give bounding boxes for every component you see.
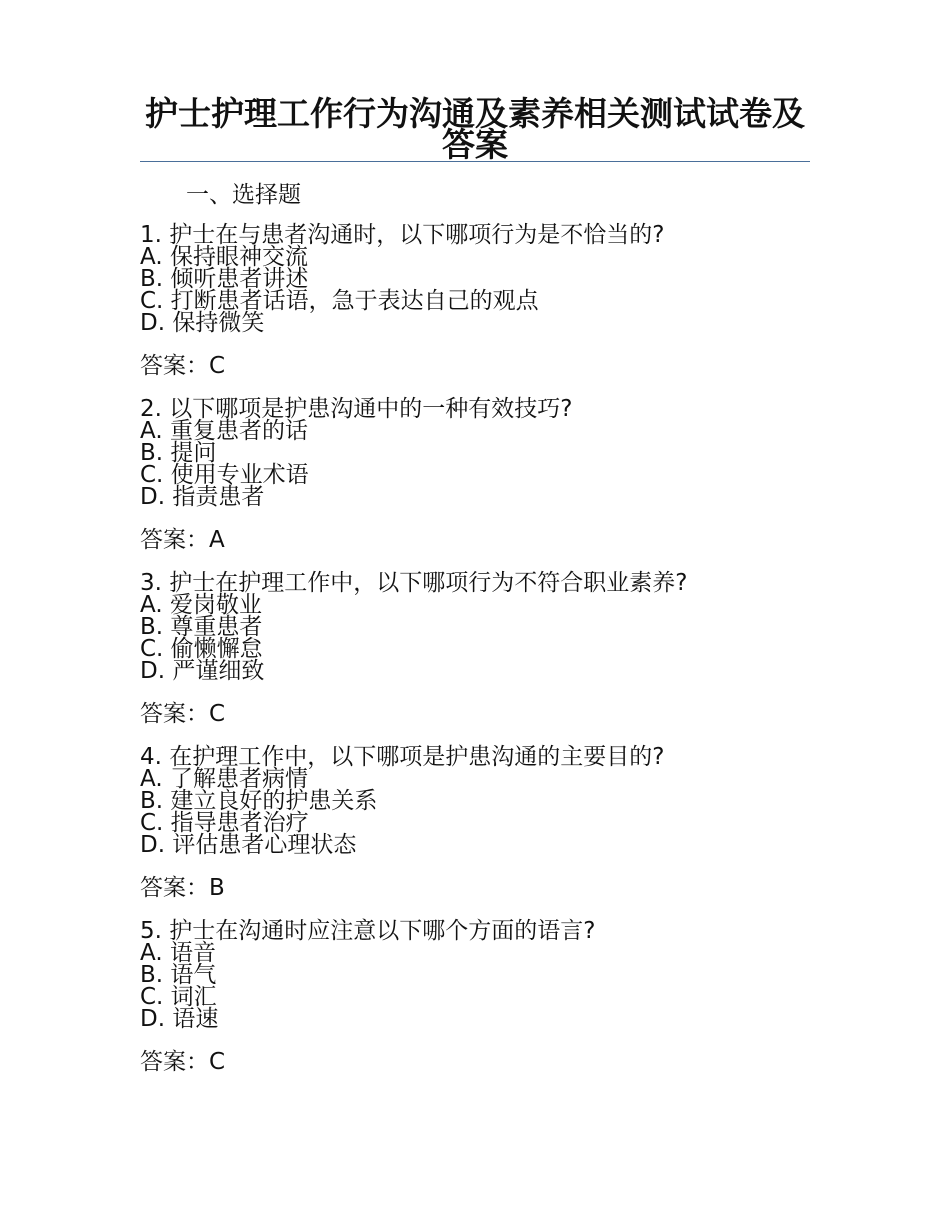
answer-value: C <box>209 353 226 379</box>
answer-line <box>140 351 840 381</box>
option-d: D. 评估患者心理状态 <box>140 832 357 858</box>
option-d: D. 保持微笑 <box>140 310 265 336</box>
question-stem: 2. 以下哪项是护患沟通中的一种有效技巧? <box>140 396 573 422</box>
option-a: A. 了解患者病情 <box>140 766 308 792</box>
option-d: D. 指责患者 <box>140 484 265 510</box>
answer-line <box>140 1047 840 1077</box>
question-5 <box>140 920 840 1094</box>
answer-label: 答案： <box>140 1049 209 1075</box>
answer-label: 答案： <box>140 353 209 379</box>
question-2 <box>140 398 840 572</box>
option-a: A. 爱岗敬业 <box>140 592 262 618</box>
answer-label: 答案： <box>140 701 209 727</box>
option-d: D. 严谨细致 <box>140 658 265 684</box>
question-stem: 4. 在护理工作中，以下哪项是护患沟通的主要目的? <box>140 744 665 770</box>
question-stem: 1. 护士在与患者沟通时，以下哪项行为是不恰当的? <box>140 222 665 248</box>
question-stem: 5. 护士在沟通时应注意以下哪个方面的语言? <box>140 918 596 944</box>
option-c: C. 偷懒懈怠 <box>140 636 263 662</box>
document-title: 护士护理工作行为沟通及素养相关测试试卷及答案 <box>145 94 805 164</box>
answer-line <box>140 525 840 555</box>
question-4 <box>140 746 840 920</box>
option-c: C. 打断患者话语，急于表达自己的观点 <box>140 288 539 314</box>
option-d: D. 语速 <box>140 1006 219 1032</box>
question-list <box>140 224 840 1094</box>
question-1 <box>140 224 840 398</box>
option-b: B. 提问 <box>140 440 217 466</box>
answer-label: 答案： <box>140 875 209 901</box>
answer-line <box>140 699 840 729</box>
option-b: B. 倾听患者讲述 <box>140 266 309 292</box>
answer-value: C <box>209 701 226 727</box>
option-b: B. 语气 <box>140 962 217 988</box>
answer-value: B <box>209 875 225 901</box>
answer-value: A <box>209 527 225 553</box>
question-3 <box>140 572 840 746</box>
option-a: A. 语音 <box>140 940 216 966</box>
option-c: C. 指导患者治疗 <box>140 810 309 836</box>
option-b: B. 尊重患者 <box>140 614 263 640</box>
title-underline <box>140 161 810 162</box>
option-c: C. 使用专业术语 <box>140 462 309 488</box>
section-heading: 一、选择题 <box>186 182 301 208</box>
answer-label: 答案： <box>140 527 209 553</box>
answer-line <box>140 873 840 903</box>
option-c: C. 词汇 <box>140 984 217 1010</box>
option-b: B. 建立良好的护患关系 <box>140 788 378 814</box>
option-a: A. 重复患者的话 <box>140 418 308 444</box>
question-stem: 3. 护士在护理工作中，以下哪项行为不符合职业素养? <box>140 570 688 596</box>
answer-value: C <box>209 1049 226 1075</box>
option-a: A. 保持眼神交流 <box>140 244 308 270</box>
